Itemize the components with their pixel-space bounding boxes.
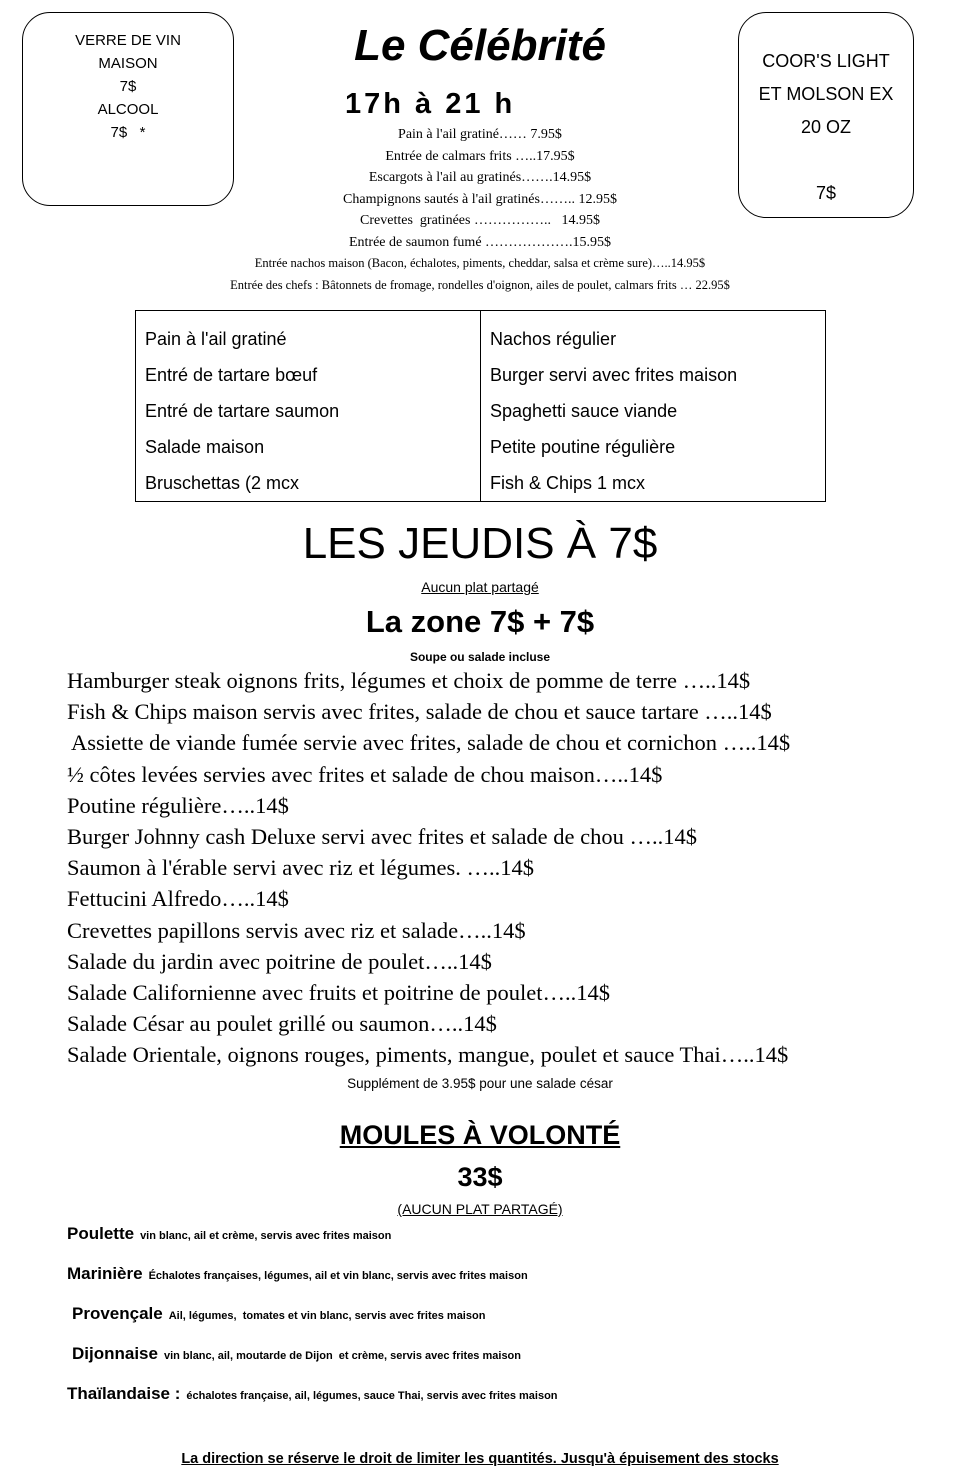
sauce-description: échalotes française, ail, légumes, sauce Thai, servis avec frites maison: [186, 1390, 558, 1402]
sauce-name: Thaïlandaise :: [67, 1384, 181, 1403]
mussel-sauce-item: [67, 1384, 558, 1404]
combo-column-right: [481, 311, 826, 502]
dish-item: Salade Californienne avec fruits et poitrine de poulet…..14$: [67, 980, 610, 1006]
sauce-description: vin blanc, ail, moutarde de Dijon et crème, servis avec frites maison: [163, 1350, 521, 1362]
combo-item: Entré de tartare bœuf: [145, 365, 318, 385]
dish-item: Salade Orientale, oignons rouges, piments, mangue, poulet et sauce Thai…..14$: [67, 1042, 789, 1068]
wine-promo-line: ALCOOL: [97, 101, 159, 118]
dish-item: Poutine régulière…..14$: [67, 792, 289, 818]
combo-item: Pain à l'ail gratiné: [145, 329, 287, 349]
appetizer-list: [100, 124, 860, 296]
wine-promo-line: 7$ *: [110, 124, 146, 141]
combo-table: [135, 310, 826, 502]
mussel-sauce-item: [67, 1224, 391, 1244]
dish-item: Hamburger steak oignons frits, légumes et choix de pomme de terre …..14$: [67, 668, 751, 693]
sauce-name: Provençale: [72, 1304, 163, 1323]
beer-promo-line: COOR'S LIGHT: [762, 51, 890, 71]
dish-item: Salade César au poulet grillé ou saumon…..14$: [67, 1011, 497, 1037]
combo-item: Nachos régulier: [490, 329, 617, 349]
dish-item: Crevettes papillons servis avec riz et salade…..14$: [67, 917, 526, 943]
dish-item: Burger Johnny cash Deluxe servi avec frites et salade de chou …..14$: [67, 824, 698, 850]
sauce-description: vin blanc, ail et crème, servis avec frites maison: [140, 1230, 392, 1242]
mussel-sauce-item: [72, 1304, 485, 1324]
sauce-name: Dijonnaise: [72, 1344, 158, 1363]
main-dish-list: [67, 665, 790, 1071]
dish-item: Assiette de viande fumée servie avec frites, salade de chou et cornichon …..14$: [71, 730, 791, 756]
wine-promo-line: MAISON: [98, 55, 158, 72]
combo-item: Salade maison: [145, 437, 265, 457]
dish-item: Salade du jardin avec poitrine de poulet…..14$: [67, 948, 492, 974]
supplement-note: Supplément de 3.95$ pour une salade césar: [347, 1076, 613, 1091]
zone-heading: La zone 7$ + 7$: [365, 604, 595, 639]
combo-item: Fish & Chips 1 mcx: [490, 473, 646, 493]
mussel-sauce-item: [67, 1264, 528, 1284]
service-hours: 17h à 21 h: [345, 88, 516, 120]
beer-promo-line: ET MOLSON EX: [758, 84, 894, 104]
appetizer-item: Entrée nachos maison (Bacon, échalotes, piments, cheddar, salsa et crème sure)…..14.95$: [254, 256, 706, 270]
combo-item: Entré de tartare saumon: [145, 401, 340, 421]
dish-item: Fettucini Alfredo…..14$: [67, 886, 289, 912]
dish-item: ½ côtes levées servies avec frites et salade de chou maison…..14$: [67, 761, 663, 787]
sauce-name: Marinière: [67, 1264, 143, 1283]
combo-item: Spaghetti sauce viande: [490, 401, 678, 421]
restaurant-title: Le Célébrité: [354, 21, 606, 70]
dish-item: Fish & Chips maison servis avec frites, salade de chou et sauce tartare …..14$: [67, 699, 772, 725]
mussels-no-sharing-note: (AUCUN PLAT PARTAGÉ): [397, 1201, 563, 1217]
appetizer-item: Champignons sautés à l'ail gratinés…….. 12.95$: [343, 191, 617, 207]
thursday-heading: LES JEUDIS À 7$: [302, 519, 658, 568]
mussel-sauce-item: [72, 1344, 521, 1364]
beer-promo-line: 20 OZ: [800, 117, 852, 137]
dish-item: Saumon à l'érable servi avec riz et légumes. …..14$: [67, 855, 535, 881]
sauce-name: Poulette: [67, 1224, 135, 1243]
appetizer-item: Entrée des chefs : Bâtonnets de fromage, rondelles d'oignon, ailes de poulet, calmars frits … 22.95$: [230, 277, 730, 292]
beer-promo-line: 7$: [815, 183, 837, 203]
sauce-description: Ail, légumes, tomates et vin blanc, servis avec frites maison: [168, 1310, 486, 1322]
appetizer-item: Pain à l'ail gratiné…… 7.95$: [398, 127, 562, 142]
no-sharing-note: Aucun plat partagé: [421, 579, 539, 595]
combo-column-left: [136, 311, 481, 502]
footer-disclaimer: La direction se réserve le droit de limiter les quantités. Jusqu'à épuisement des stocks: [181, 1451, 779, 1467]
combo-item: Bruschettas (2 mcx: [145, 473, 300, 493]
appetizer-item: Crevettes gratinées …………….. 14.95$: [360, 213, 600, 228]
wine-promo-line: 7$: [119, 78, 137, 95]
mussels-heading: MOULES À VOLONTÉ: [339, 1120, 621, 1150]
wine-promo-line: VERRE DE VIN: [75, 32, 181, 49]
mussels-price: 33$: [457, 1162, 503, 1192]
appetizer-item: Escargots à l'ail au gratinés…….14.95$: [368, 170, 592, 185]
combo-item: Petite poutine régulière: [490, 437, 676, 457]
soup-salad-note: Soupe ou salade incluse: [409, 650, 551, 664]
sauce-description: Échalotes françaises, légumes, ail et vin blanc, servis avec frites maison: [148, 1270, 528, 1282]
combo-item: Burger servi avec frites maison: [490, 365, 738, 385]
appetizer-item: Entrée de saumon fumé ……………….15.95$: [348, 234, 612, 250]
appetizer-item: Entrée de calmars frits …..17.95$: [385, 148, 575, 164]
